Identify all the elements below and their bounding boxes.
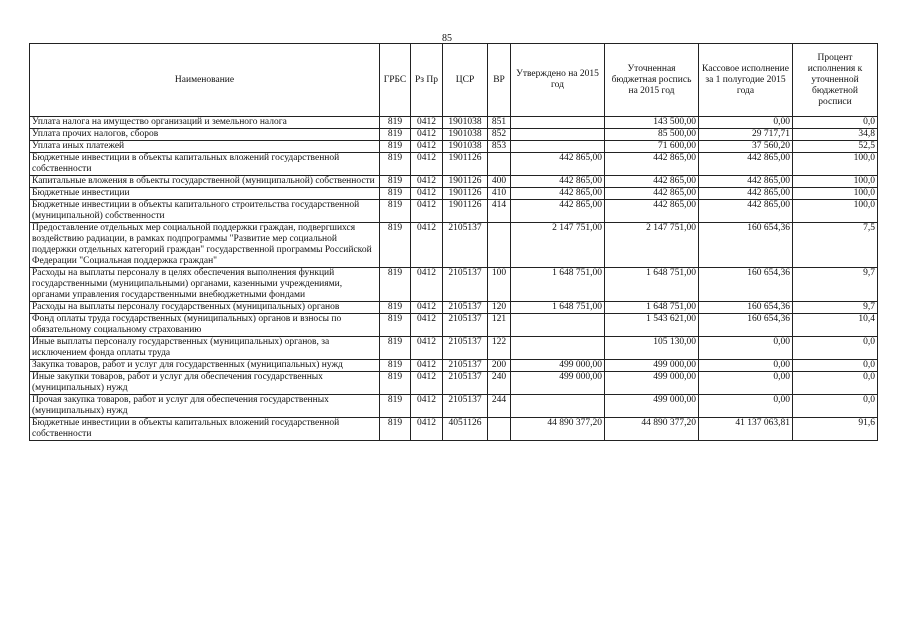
cell-vr: 400 <box>488 176 511 188</box>
cell-grbs: 819 <box>380 302 411 314</box>
cell-name: Прочая закупка товаров, работ и услуг для обеспечения государственных (муниципальных) нужд <box>30 395 380 418</box>
cell-csr: 2105137 <box>443 314 488 337</box>
cell-cash: 442 865,00 <box>699 200 793 223</box>
cell-vr: 122 <box>488 337 511 360</box>
cell-csr: 2105137 <box>443 268 488 302</box>
cell-refined: 44 890 377,20 <box>605 418 699 441</box>
cell-grbs: 819 <box>380 372 411 395</box>
cell-grbs: 819 <box>380 360 411 372</box>
cell-refined: 499 000,00 <box>605 395 699 418</box>
cell-csr: 1901126 <box>443 200 488 223</box>
cell-percent: 9,7 <box>793 268 878 302</box>
cell-approved: 442 865,00 <box>511 153 605 176</box>
cell-refined: 2 147 751,00 <box>605 223 699 268</box>
cell-percent: 52,5 <box>793 141 878 153</box>
cell-approved: 442 865,00 <box>511 176 605 188</box>
cell-rzpr: 0412 <box>411 360 443 372</box>
cell-rzpr: 0412 <box>411 153 443 176</box>
cell-grbs: 819 <box>380 268 411 302</box>
cell-percent: 34,8 <box>793 129 878 141</box>
header-vr: ВР <box>488 44 511 117</box>
cell-percent: 0,0 <box>793 372 878 395</box>
table-row <box>30 153 878 176</box>
cell-csr: 2105137 <box>443 223 488 268</box>
cell-grbs: 819 <box>380 223 411 268</box>
cell-name: Уплата иных платежей <box>30 141 380 153</box>
cell-rzpr: 0412 <box>411 395 443 418</box>
cell-rzpr: 0412 <box>411 372 443 395</box>
cell-name: Бюджетные инвестиции в объекты капитальных вложений государственной собственности <box>30 153 380 176</box>
cell-cash: 160 654,36 <box>699 314 793 337</box>
table-row <box>30 141 878 153</box>
table-row <box>30 223 878 268</box>
cell-grbs: 819 <box>380 418 411 441</box>
table-row <box>30 372 878 395</box>
header-refined: Уточненная бюджетная роспись на 2015 год <box>605 44 699 117</box>
cell-approved <box>511 141 605 153</box>
table-row <box>30 360 878 372</box>
cell-vr: 120 <box>488 302 511 314</box>
cell-refined: 1 543 621,00 <box>605 314 699 337</box>
cell-rzpr: 0412 <box>411 117 443 129</box>
cell-grbs: 819 <box>380 337 411 360</box>
cell-grbs: 819 <box>380 188 411 200</box>
table-row <box>30 188 878 200</box>
cell-percent: 0,0 <box>793 360 878 372</box>
cell-approved <box>511 314 605 337</box>
cell-vr: 200 <box>488 360 511 372</box>
table-row <box>30 268 878 302</box>
cell-cash: 0,00 <box>699 395 793 418</box>
cell-cash: 160 654,36 <box>699 302 793 314</box>
cell-approved <box>511 395 605 418</box>
cell-approved <box>511 117 605 129</box>
header-cash: Кассовое исполнение за 1 полугодие 2015 года <box>699 44 793 117</box>
header-rzpr: Рз Пр <box>411 44 443 117</box>
cell-vr: 851 <box>488 117 511 129</box>
cell-csr: 2105137 <box>443 360 488 372</box>
cell-vr: 414 <box>488 200 511 223</box>
cell-percent: 10,4 <box>793 314 878 337</box>
table-body <box>30 117 878 441</box>
cell-rzpr: 0412 <box>411 129 443 141</box>
header-percent: Процент исполнения к уточненной бюджетной росписи <box>793 44 878 117</box>
cell-rzpr: 0412 <box>411 200 443 223</box>
cell-percent: 7,5 <box>793 223 878 268</box>
table-row <box>30 176 878 188</box>
cell-percent: 100,0 <box>793 153 878 176</box>
cell-cash: 29 717,71 <box>699 129 793 141</box>
cell-approved: 44 890 377,20 <box>511 418 605 441</box>
cell-name: Бюджетные инвестиции <box>30 188 380 200</box>
cell-cash: 160 654,36 <box>699 223 793 268</box>
cell-rzpr: 0412 <box>411 418 443 441</box>
cell-vr <box>488 418 511 441</box>
cell-grbs: 819 <box>380 200 411 223</box>
cell-csr: 2105137 <box>443 337 488 360</box>
cell-percent: 0,0 <box>793 395 878 418</box>
cell-csr: 1901126 <box>443 176 488 188</box>
cell-refined: 442 865,00 <box>605 176 699 188</box>
cell-cash: 41 137 063,81 <box>699 418 793 441</box>
cell-percent: 0,0 <box>793 117 878 129</box>
cell-refined: 442 865,00 <box>605 200 699 223</box>
cell-vr: 244 <box>488 395 511 418</box>
cell-vr: 240 <box>488 372 511 395</box>
cell-vr: 853 <box>488 141 511 153</box>
cell-refined: 1 648 751,00 <box>605 268 699 302</box>
cell-percent: 100,0 <box>793 176 878 188</box>
cell-cash: 0,00 <box>699 372 793 395</box>
cell-refined: 499 000,00 <box>605 372 699 395</box>
cell-approved: 1 648 751,00 <box>511 268 605 302</box>
cell-csr: 4051126 <box>443 418 488 441</box>
cell-rzpr: 0412 <box>411 223 443 268</box>
cell-approved: 1 648 751,00 <box>511 302 605 314</box>
cell-vr: 100 <box>488 268 511 302</box>
header-name: Наименование <box>30 44 380 117</box>
cell-csr: 1901126 <box>443 153 488 176</box>
cell-cash: 160 654,36 <box>699 268 793 302</box>
cell-name: Уплата прочих налогов, сборов <box>30 129 380 141</box>
cell-name: Расходы на выплаты персоналу государственных (муниципальных) органов <box>30 302 380 314</box>
cell-vr: 410 <box>488 188 511 200</box>
cell-refined: 105 130,00 <box>605 337 699 360</box>
cell-vr <box>488 223 511 268</box>
cell-refined: 143 500,00 <box>605 117 699 129</box>
table-row <box>30 302 878 314</box>
cell-vr <box>488 153 511 176</box>
cell-refined: 71 600,00 <box>605 141 699 153</box>
cell-refined: 499 000,00 <box>605 360 699 372</box>
header-csr: ЦСР <box>443 44 488 117</box>
table-header-row <box>30 44 878 117</box>
cell-grbs: 819 <box>380 141 411 153</box>
cell-approved: 2 147 751,00 <box>511 223 605 268</box>
cell-name: Закупка товаров, работ и услуг для государственных (муниципальных) нужд <box>30 360 380 372</box>
cell-cash: 442 865,00 <box>699 176 793 188</box>
page-number: 85 <box>442 33 452 44</box>
cell-approved <box>511 129 605 141</box>
cell-csr: 2105137 <box>443 372 488 395</box>
cell-csr: 1901038 <box>443 141 488 153</box>
cell-name: Бюджетные инвестиции в объекты капитального строительства государственной (муниципальной) собственности <box>30 200 380 223</box>
cell-rzpr: 0412 <box>411 176 443 188</box>
cell-name: Расходы на выплаты персоналу в целях обеспечения выполнения функций государственными (муниципальными) органами, казенными учреждениями, органами управления государственными внебюджетными фондами <box>30 268 380 302</box>
cell-grbs: 819 <box>380 129 411 141</box>
cell-name: Иные выплаты персоналу государственных (муниципальных) органов, за исключением фонда оплаты труда <box>30 337 380 360</box>
cell-grbs: 819 <box>380 176 411 188</box>
cell-approved: 499 000,00 <box>511 360 605 372</box>
cell-name: Капитальные вложения в объекты государственной (муниципальной) собственности <box>30 176 380 188</box>
cell-cash: 442 865,00 <box>699 188 793 200</box>
cell-approved: 442 865,00 <box>511 188 605 200</box>
table-row <box>30 395 878 418</box>
cell-rzpr: 0412 <box>411 337 443 360</box>
table-row <box>30 337 878 360</box>
table-row <box>30 418 878 441</box>
cell-percent: 100,0 <box>793 200 878 223</box>
cell-cash: 442 865,00 <box>699 153 793 176</box>
header-grbs: ГРБС <box>380 44 411 117</box>
cell-rzpr: 0412 <box>411 268 443 302</box>
cell-grbs: 819 <box>380 395 411 418</box>
cell-vr: 852 <box>488 129 511 141</box>
cell-approved: 499 000,00 <box>511 372 605 395</box>
table-row <box>30 200 878 223</box>
cell-name: Иные закупки товаров, работ и услуг для обеспечения государственных (муниципальных) нужд <box>30 372 380 395</box>
cell-rzpr: 0412 <box>411 188 443 200</box>
cell-name: Уплата налога на имущество организаций и земельного налога <box>30 117 380 129</box>
cell-percent: 0,0 <box>793 337 878 360</box>
budget-execution-table <box>29 43 878 441</box>
cell-refined: 442 865,00 <box>605 153 699 176</box>
cell-csr: 1901126 <box>443 188 488 200</box>
cell-csr: 1901038 <box>443 117 488 129</box>
cell-refined: 85 500,00 <box>605 129 699 141</box>
cell-percent: 9,7 <box>793 302 878 314</box>
cell-cash: 0,00 <box>699 360 793 372</box>
cell-grbs: 819 <box>380 153 411 176</box>
cell-cash: 37 560,20 <box>699 141 793 153</box>
table-row <box>30 129 878 141</box>
header-approved: Утверждено на 2015 год <box>511 44 605 117</box>
cell-csr: 2105137 <box>443 395 488 418</box>
cell-name: Предоставление отдельных мер социальной поддержки граждан, подвергшихся воздействию радиации, в рамках подпрограммы "Развитие мер социальной поддержки отдельных категорий граждан" государственной программы Российской Федерации "Социальная поддержка граждан" <box>30 223 380 268</box>
cell-cash: 0,00 <box>699 337 793 360</box>
cell-refined: 1 648 751,00 <box>605 302 699 314</box>
cell-cash: 0,00 <box>699 117 793 129</box>
cell-vr: 121 <box>488 314 511 337</box>
table-row <box>30 314 878 337</box>
cell-csr: 1901038 <box>443 129 488 141</box>
table-row <box>30 117 878 129</box>
cell-rzpr: 0412 <box>411 314 443 337</box>
cell-approved: 442 865,00 <box>511 200 605 223</box>
cell-rzpr: 0412 <box>411 141 443 153</box>
cell-approved <box>511 337 605 360</box>
cell-grbs: 819 <box>380 117 411 129</box>
cell-refined: 442 865,00 <box>605 188 699 200</box>
cell-name: Бюджетные инвестиции в объекты капитальных вложений государственной собственности <box>30 418 380 441</box>
cell-rzpr: 0412 <box>411 302 443 314</box>
cell-percent: 91,6 <box>793 418 878 441</box>
cell-grbs: 819 <box>380 314 411 337</box>
cell-csr: 2105137 <box>443 302 488 314</box>
cell-percent: 100,0 <box>793 188 878 200</box>
cell-name: Фонд оплаты труда государственных (муниципальных) органов и взносы по обязательному социальному страхованию <box>30 314 380 337</box>
